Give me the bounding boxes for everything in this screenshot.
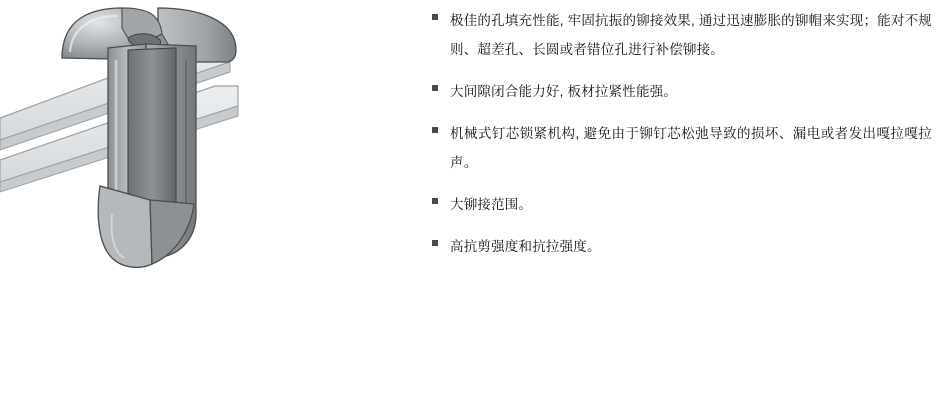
feature-list [432,6,932,274]
list-item [432,119,932,177]
square-bullet-icon [432,85,438,91]
feature-text: 高抗剪强度和抗拉强度。 [450,239,601,255]
square-bullet-icon [432,14,438,20]
list-item [432,6,932,64]
list-item [432,232,932,261]
feature-text: 极佳的孔填充性能, 牢固抗振的铆接效果, 通过迅速膨胀的铆帽来实现；能对不规则、超差孔、长圆或者错位孔进行补偿铆接。 [450,13,932,58]
square-bullet-icon [432,127,438,133]
square-bullet-icon [432,240,438,246]
feature-text: 机械式钉芯锁紧机构, 避免由于铆钉芯松弛导致的损坏、漏电或者发出嘎拉嘎拉声。 [450,126,932,171]
square-bullet-icon [432,198,438,204]
list-item [432,77,932,106]
list-item [432,190,932,219]
feature-text: 大铆接范围。 [450,197,533,213]
rivet-cross-section-illustration [0,0,420,300]
feature-text: 大间隙闭合能力好, 板材拉紧性能强。 [450,84,678,100]
